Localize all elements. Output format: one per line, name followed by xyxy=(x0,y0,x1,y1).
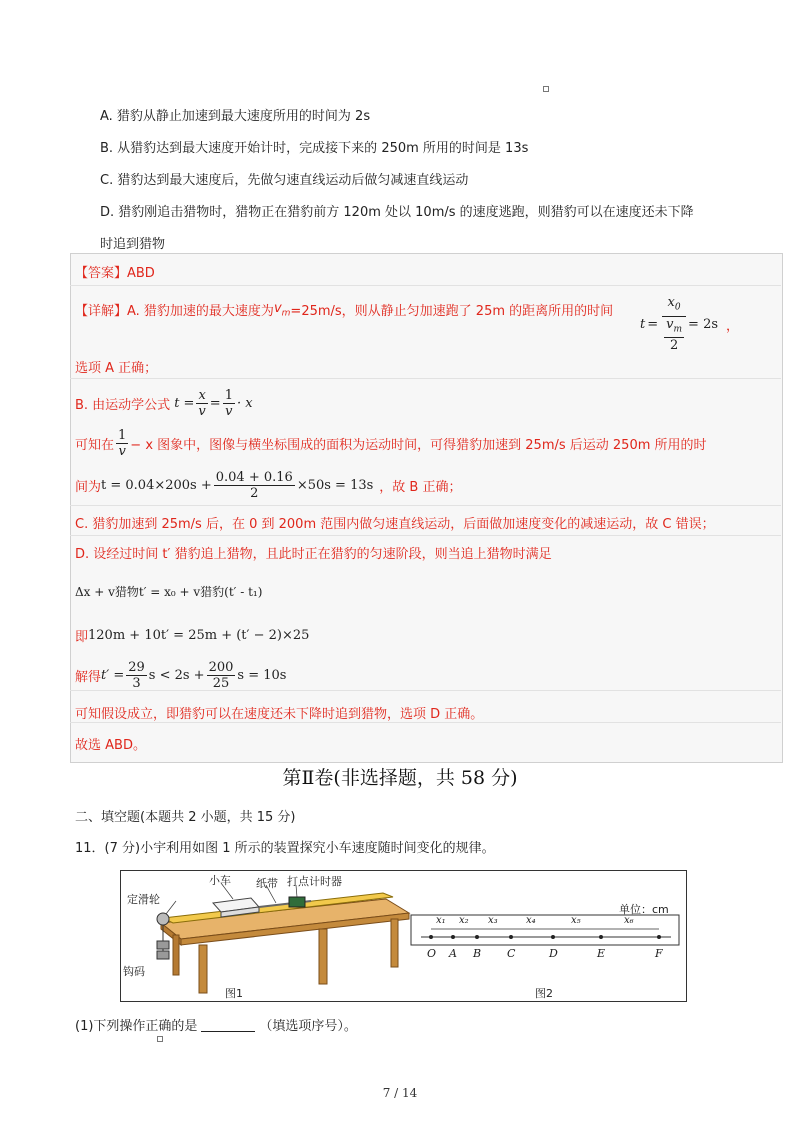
d3-prefix: 解得 xyxy=(75,670,102,685)
tape-point-label: A xyxy=(449,947,457,960)
segment-label: x₅ xyxy=(571,915,581,926)
answer-blank[interactable] xyxy=(201,1031,255,1032)
segment-label: x₂ xyxy=(459,915,469,926)
question-11: 11．(7 分)小宇利用如图 1 所示的装置探究小车速度随时间变化的规律。 xyxy=(75,841,495,856)
b-fraction-2 xyxy=(223,388,235,419)
b2-frac-num: 1 xyxy=(118,428,127,443)
detail-d2 xyxy=(75,626,309,645)
vm-symbol xyxy=(274,301,290,319)
b-frac1-den: v xyxy=(198,404,206,419)
tape-point-label: F xyxy=(655,947,663,960)
tape-point-label: O xyxy=(427,947,437,960)
t1-inner-num-sub: m xyxy=(673,324,683,335)
b3-tail: ，故 B 正确； xyxy=(379,480,462,495)
b-frac2-num: 1 xyxy=(224,388,233,403)
b3-frac-num: 0.04 + 0.16 xyxy=(215,470,293,485)
t1-den xyxy=(662,317,686,354)
d3-frac1-den: 3 xyxy=(132,676,141,691)
b3-fraction xyxy=(214,470,295,501)
final-answer: 故选 ABD。 xyxy=(75,738,146,753)
d-formula: Δx + v猎物t′ = x₀ + v猎豹(t′ - t₁) xyxy=(75,585,263,599)
detail-a xyxy=(75,300,613,319)
b-formula-t: t = xyxy=(174,396,195,411)
detail-c: C. 猎豹加速到 25m/s 后，在 0 到 200m 范围内做匀速直线运动，后面做加速度变化的减速运动，故 C 错误； xyxy=(75,517,715,532)
pulley-label: 定滑轮 xyxy=(127,893,160,906)
b2-tail: − x 图象中，图像与横坐标围成的面积为运动时间，可得猎豹加速到 25m/s 后运动 250m 所用的时 xyxy=(130,438,707,453)
b2-frac-den: v xyxy=(118,444,126,459)
page-number: 7 / 14 xyxy=(382,1086,418,1100)
tape-point-label: B xyxy=(473,947,482,960)
b3-prefix: 间为 xyxy=(75,480,102,495)
t1-num-letter: x xyxy=(667,295,675,310)
tape-point-label: E xyxy=(597,947,606,960)
option-d-continued: 时追到猎物 xyxy=(100,237,166,252)
b3-formula-a: t = 0.04×200s + xyxy=(101,478,212,493)
detail-b3 xyxy=(75,470,461,501)
option-a: A. 猎豹从静止加速到最大速度所用的时间为 2s xyxy=(100,109,371,124)
part-1-hint: （填选项序号）。 xyxy=(259,1019,357,1034)
detail-d: D. 设经过时间 t′ 猎豹追上猎物，且此时正在猎豹的匀速阶段，则当追上猎物时满足 xyxy=(75,547,552,562)
tape-point-F xyxy=(657,935,661,939)
d3-formula-c: s = 10s xyxy=(237,668,287,683)
b2-prefix: 可知在 xyxy=(75,438,115,453)
t1-num-sub: 0 xyxy=(674,302,681,313)
d3-frac2-den: 25 xyxy=(212,676,230,691)
d3-formula-a: t′ = xyxy=(101,668,125,683)
vm-subscript: m xyxy=(281,308,291,319)
detail-b xyxy=(75,388,253,419)
t1-inner-num xyxy=(664,317,684,339)
timer-label: 打点计时器 xyxy=(287,875,342,888)
segment-label: x₁ xyxy=(436,915,446,926)
option-b: B. 从猎豹达到最大速度开始计时，完成接下来的 250m 所用的时间是 13s xyxy=(100,141,529,156)
detail-b-text: B. 由运动学公式 xyxy=(75,398,171,413)
detail-d4: 可知假设成立，即猎豹可以在速度还未下降时追到猎物，选项 D 正确。 xyxy=(75,707,484,722)
d2-formula: 120m + 10t′ = 25m + (t′ − 2)×25 xyxy=(88,628,310,643)
t1-inner-den: 2 xyxy=(669,338,679,354)
option-c: C. 猎豹达到最大速度后，先做匀速直线运动后做匀减速直线运动 xyxy=(100,173,469,188)
b2-fraction xyxy=(116,428,128,459)
tape-point-A xyxy=(451,935,455,939)
segment-label: x₆ xyxy=(624,915,634,926)
detail-a-text: 【详解】A. 猎豹加速的最大速度为 xyxy=(75,304,274,319)
d3-fraction-2 xyxy=(207,660,236,691)
t1-inner-num-letter: v xyxy=(666,316,674,332)
divider xyxy=(70,535,781,536)
t1-formula xyxy=(640,295,739,353)
detail-d3 xyxy=(75,660,286,691)
d3-fraction-1 xyxy=(126,660,147,691)
experiment-figure xyxy=(120,870,687,1002)
t1-symbol: t xyxy=(640,316,646,332)
section-subtitle: 二、填空题(本题共 2 小题，共 15 分) xyxy=(75,810,296,825)
d2-prefix: 即 xyxy=(75,630,89,645)
divider xyxy=(70,505,781,506)
tape-point-D xyxy=(551,935,555,939)
section-title: 第Ⅱ卷(非选择题，共 58 分) xyxy=(282,767,518,789)
option-d: D. 猎豹刚追击猎物时，猎物正在猎豹前方 120m 处以 10m/s 的速度逃跑，则猎豹可以在速度还未下降 xyxy=(100,205,694,220)
figure-2-caption: 图2 xyxy=(535,987,553,1000)
cart-label: 小车 xyxy=(209,874,231,887)
tape-point-C xyxy=(509,935,513,939)
equals: = xyxy=(209,396,221,411)
divider xyxy=(70,378,781,379)
b-tail: · x xyxy=(236,396,253,411)
tape-point-E xyxy=(599,935,603,939)
tape-point-O xyxy=(429,935,433,939)
table-drawing xyxy=(157,883,409,993)
tape-label: 纸带 xyxy=(256,877,278,890)
part-1-prompt: (1)下列操作正确的是 xyxy=(75,1019,198,1034)
b-frac1-num: x xyxy=(198,388,206,403)
tape-point-B xyxy=(475,935,479,939)
b-frac2-den: v xyxy=(225,404,233,419)
b3-frac-den: 2 xyxy=(250,486,259,501)
question-11-part-1 xyxy=(75,1015,357,1034)
equals: = xyxy=(647,316,659,332)
figure-1-caption: 图1 xyxy=(225,987,243,1000)
comma: ， xyxy=(726,318,740,334)
tape-diagram xyxy=(411,915,679,945)
divider xyxy=(70,722,781,723)
b3-formula-b: ×50s = 13s xyxy=(296,478,374,493)
paragraph-marker xyxy=(157,1036,163,1042)
paragraph-marker xyxy=(543,86,549,92)
d3-formula-b: s < 2s + xyxy=(148,668,205,683)
t1-num xyxy=(662,295,686,317)
t1-inner-fraction xyxy=(664,317,684,354)
b-fraction-1 xyxy=(196,388,207,419)
detail-b2 xyxy=(75,428,707,459)
answer-label: 【答案】ABD xyxy=(75,266,155,281)
tape-point-label: D xyxy=(549,947,558,960)
divider xyxy=(70,285,781,286)
segment-label: x₃ xyxy=(488,915,498,926)
t1-result: = 2s xyxy=(688,316,719,332)
weight-label: 钩码 xyxy=(123,965,145,978)
unit-label: 单位：cm xyxy=(619,903,669,916)
vm-letter: v xyxy=(273,300,282,316)
t1-fraction xyxy=(662,295,686,353)
figure-svg xyxy=(121,871,686,1001)
segment-label: x₄ xyxy=(526,915,536,926)
tape-point-label: C xyxy=(507,947,516,960)
a-conclusion: 选项 A 正确； xyxy=(75,361,158,376)
vm-value-text: =25m/s，则从静止匀加速跑了 25m 的距离所用的时间 xyxy=(290,304,614,319)
d3-frac1-num: 29 xyxy=(128,660,145,675)
d3-frac2-num: 200 xyxy=(208,660,234,675)
